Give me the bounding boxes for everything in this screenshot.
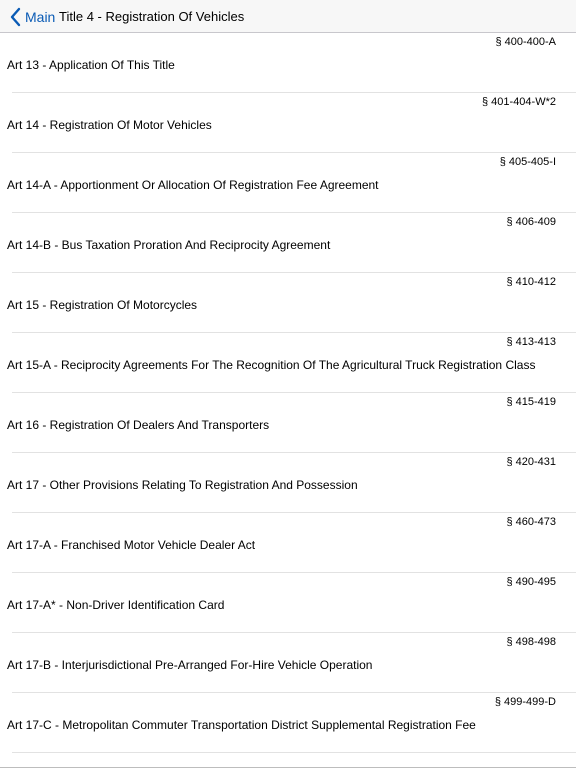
article-title: Art 17 - Other Provisions Relating To Registration And Possession — [7, 478, 358, 492]
section-range: § 413-413 — [506, 336, 556, 348]
list-item[interactable] — [0, 453, 576, 513]
list-item[interactable] — [0, 693, 576, 753]
section-range: § 490-495 — [506, 576, 556, 588]
back-button-label: Main — [25, 9, 56, 25]
list-item[interactable] — [0, 393, 576, 453]
section-range: § 406-409 — [506, 216, 556, 228]
section-range: § 415-419 — [506, 396, 556, 408]
section-range: § 410-412 — [506, 276, 556, 288]
list-item[interactable] — [0, 573, 576, 633]
list-item[interactable] — [0, 153, 576, 213]
list-item[interactable] — [0, 513, 576, 573]
article-title: Art 14 - Registration Of Motor Vehicles — [7, 118, 212, 132]
list-item[interactable] — [0, 33, 576, 93]
section-range: § 499-499-D — [494, 696, 556, 708]
section-range: § 460-473 — [506, 516, 556, 528]
section-range: § 400-400-A — [495, 36, 556, 48]
section-range: § 405-405-I — [499, 156, 556, 168]
article-title: Art 17-B - Interjurisdictional Pre-Arranged For-Hire Vehicle Operation — [7, 658, 373, 672]
article-title: Art 17-C - Metropolitan Commuter Transportation District Supplemental Registration Fee — [7, 718, 476, 732]
row-divider — [12, 752, 576, 753]
article-title: Art 13 - Application Of This Title — [7, 58, 175, 72]
page-title: Title 4 - Registration Of Vehicles — [59, 9, 245, 24]
section-range: § 498-498 — [506, 636, 556, 648]
section-range: § 401-404-W*2 — [482, 96, 556, 108]
article-title: Art 17-A* - Non-Driver Identification Card — [7, 598, 225, 612]
article-title: Art 16 - Registration Of Dealers And Transporters — [7, 418, 270, 432]
navigation-bar — [0, 0, 576, 33]
list-item[interactable] — [0, 333, 576, 393]
list-item[interactable] — [0, 633, 576, 693]
article-title: Art 14-B - Bus Taxation Proration And Reciprocity Agreement — [7, 238, 331, 252]
article-title: Art 17-A - Franchised Motor Vehicle Dealer Act — [7, 538, 256, 552]
article-title: Art 15 - Registration Of Motorcycles — [7, 298, 198, 312]
list-item[interactable] — [0, 93, 576, 153]
back-button[interactable] — [8, 6, 55, 28]
article-list — [0, 33, 576, 753]
section-range: § 420-431 — [506, 456, 556, 468]
list-item[interactable] — [0, 273, 576, 333]
article-title: Art 14-A - Apportionment Or Allocation Of Registration Fee Agreement — [7, 178, 379, 192]
chevron-left-icon — [8, 7, 24, 27]
article-title: Art 15-A - Reciprocity Agreements For The Recognition Of The Agricultural Truck Registration Class — [7, 358, 536, 372]
list-item[interactable] — [0, 213, 576, 273]
